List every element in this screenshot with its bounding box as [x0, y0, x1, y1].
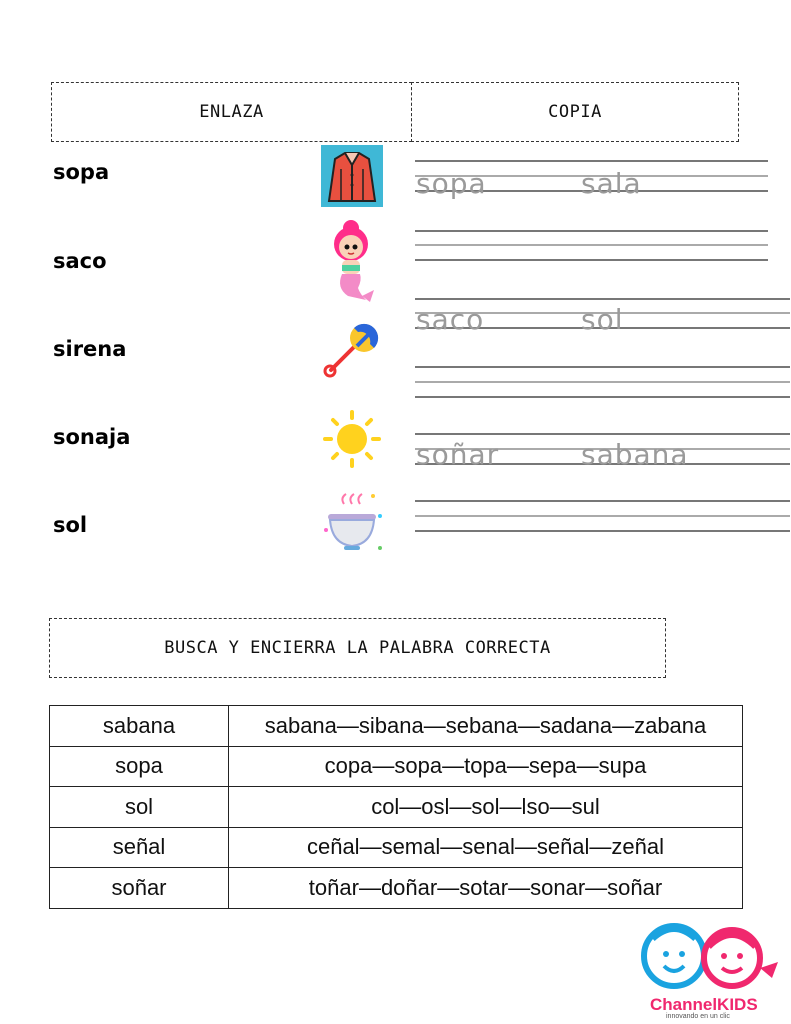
logo-brand: ChannelKIDS: [650, 995, 758, 1014]
guide-line: [415, 500, 790, 502]
word-saco: saco: [53, 249, 107, 273]
word-options[interactable]: col—osl—sol—lso—sul: [229, 787, 743, 828]
enlaza-header: [51, 82, 412, 142]
word-sopa: sopa: [53, 160, 110, 184]
guide-line: [415, 259, 768, 261]
word-options[interactable]: sabana—sibana—sebana—sadana—zabana: [229, 706, 743, 747]
bowl-image[interactable]: [318, 490, 388, 560]
sun-image[interactable]: [323, 410, 381, 468]
rattle-image[interactable]: [323, 322, 381, 378]
logo-tagline: innovando en un clic: [666, 1013, 730, 1020]
table-row: [50, 827, 743, 868]
copia-label: COPIA: [548, 102, 602, 122]
target-word: señal: [50, 827, 229, 868]
trace-word: saco: [416, 303, 485, 336]
word-search-table: [49, 705, 743, 909]
table-row: [50, 706, 743, 747]
trace-word: sala: [581, 167, 642, 200]
guide-line: [415, 230, 768, 232]
target-word: sabana: [50, 706, 229, 747]
guide-line: [415, 366, 790, 368]
word-sirena: sirena: [53, 337, 127, 361]
guide-line: [415, 515, 790, 517]
word-options[interactable]: toñar—doñar—sotar—sonar—soñar: [229, 868, 743, 909]
guide-line: [415, 530, 790, 532]
guide-line: [415, 244, 768, 246]
jacket-image[interactable]: [321, 145, 383, 207]
word-options[interactable]: copa—sopa—topa—sepa—supa: [229, 746, 743, 787]
guide-line: [415, 160, 768, 162]
guide-line: [415, 298, 790, 300]
table-row: [50, 746, 743, 787]
trace-word: sol: [581, 303, 624, 336]
word-sonaja: sonaja: [53, 425, 131, 449]
target-word: sol: [50, 787, 229, 828]
table-row: [50, 787, 743, 828]
target-word: sopa: [50, 746, 229, 787]
trace-word: soñar: [416, 438, 500, 471]
enlaza-label: ENLAZA: [199, 102, 264, 122]
word-sol: sol: [53, 513, 88, 537]
mermaid-image[interactable]: [322, 218, 380, 304]
trace-word: sabana: [581, 438, 689, 471]
guide-line: [415, 433, 790, 435]
target-word: soñar: [50, 868, 229, 909]
copia-header: [411, 82, 739, 142]
guide-line: [415, 396, 790, 398]
guide-line: [415, 381, 790, 383]
trace-word: sopa: [416, 167, 487, 200]
word-options[interactable]: ceñal—semal—senal—señal—zeñal: [229, 827, 743, 868]
search-title: BUSCA Y ENCIERRA LA PALABRA CORRECTA: [164, 638, 551, 658]
channelkids-logo-image: [622, 918, 786, 1000]
table-row: [50, 868, 743, 909]
search-title-box: [49, 618, 666, 678]
